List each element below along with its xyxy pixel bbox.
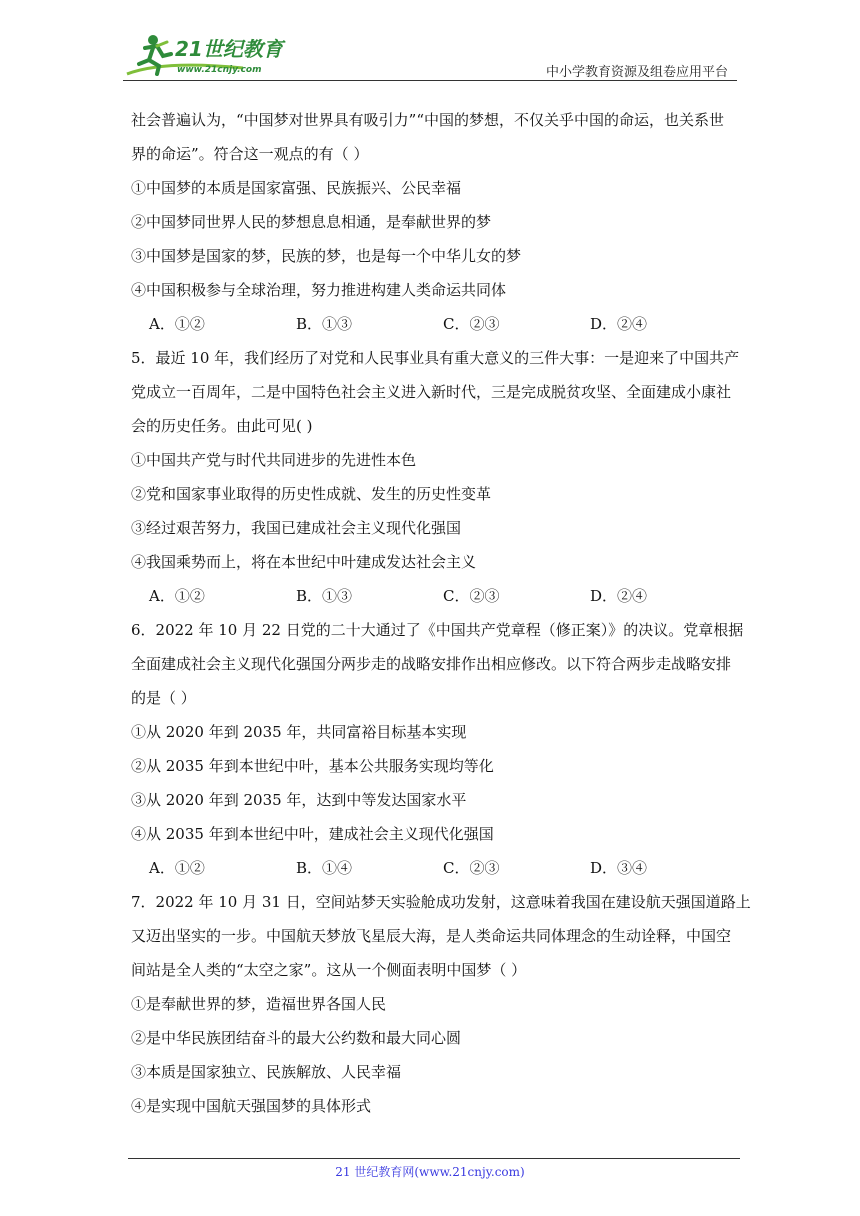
option-line: ②党和国家事业取得的历史性成就、发生的历史性变革 xyxy=(131,485,492,503)
choice-c: C．②③ xyxy=(443,587,500,605)
option-line: ③本质是国家独立、民族解放、人民幸福 xyxy=(131,1063,402,1081)
choice-c: C．②③ xyxy=(443,859,500,877)
option-line: ③经过艰苦努力，我国已建成社会主义现代化强国 xyxy=(131,519,462,537)
question-line: 全面建成社会主义现代化强国分两步走的战略安排作出相应修改。以下符合两步走战略安排 xyxy=(131,655,732,673)
question-content xyxy=(131,103,751,1123)
question-5 xyxy=(131,341,740,613)
question-6 xyxy=(131,613,744,885)
answer-choices xyxy=(131,579,737,613)
option-line: ④我国乘势而上，将在本世纪中叶建成发达社会主义 xyxy=(131,553,477,571)
choice-c: C．②③ xyxy=(443,315,500,333)
choice-d: D．②④ xyxy=(590,315,648,333)
question-line: 5．最近 10 年，我们经历了对党和人民事业具有重大意义的三件大事：一是迎来了中国共产 xyxy=(131,349,740,367)
option-line: ④中国积极参与全球治理，努力推进构建人类命运共同体 xyxy=(131,281,507,299)
answer-choices xyxy=(131,851,737,885)
question-line: 6．2022 年 10 月 22 日党的二十大通过了《中国共产党章程（修正案）》的决议。党章根据 xyxy=(131,621,744,639)
option-line: ④从 2035 年到本世纪中叶，建成社会主义现代化强国 xyxy=(131,825,494,843)
question-line: 又迈出坚实的一步。中国航天梦放飞星辰大海，是人类命运共同体理念的生动诠释，中国空 xyxy=(131,927,732,945)
option-line: ①从 2020 年到 2035 年，共同富裕目标基本实现 xyxy=(131,723,467,741)
option-line: ①中国共产党与时代共同进步的先进性本色 xyxy=(131,451,417,469)
question-line: 会的历史任务。由此可见( ) xyxy=(131,417,313,435)
option-line: ①中国梦的本质是国家富强、民族振兴、公民幸福 xyxy=(131,179,462,197)
page-header xyxy=(0,0,860,90)
choice-a: A．①② xyxy=(149,859,205,877)
choice-d: D．③④ xyxy=(590,859,648,877)
question-line: 社会普遍认为，“中国梦对世界具有吸引力”“中国的梦想，不仅关乎中国的命运，也关系世 xyxy=(131,111,725,129)
footer-divider xyxy=(128,1158,740,1159)
question-4 xyxy=(131,103,737,341)
choice-b: B．①③ xyxy=(296,587,353,605)
question-line: 党成立一百周年，二是中国特色社会主义进入新时代，三是完成脱贫攻坚、全面建成小康社 xyxy=(131,383,732,401)
option-line: ①是奉献世界的梦，造福世界各国人民 xyxy=(131,995,387,1013)
question-line: 间站是全人类的“太空之家”。这从一个侧面表明中国梦（ ） xyxy=(131,961,527,979)
choice-b: B．①③ xyxy=(296,315,353,333)
choice-d: D．②④ xyxy=(590,587,648,605)
page-footer: 21 世纪教育网(www.21cnjy.com) xyxy=(335,1165,525,1179)
site-logo xyxy=(123,30,293,80)
question-line: 的是（ ） xyxy=(131,689,196,707)
runner-logo-icon xyxy=(123,30,293,80)
answer-choices xyxy=(131,307,737,341)
option-line: ④是实现中国航天强国梦的具体形式 xyxy=(131,1097,372,1115)
question-line: 界的命运”。符合这一观点的有（ ） xyxy=(131,145,369,163)
option-line: ②中国梦同世界人民的梦想息息相通，是奉献世界的梦 xyxy=(131,213,492,231)
platform-name: 中小学教育资源及组卷应用平台 xyxy=(545,65,728,80)
question-line: 7．2022 年 10 月 31 日，空间站梦天实验舱成功发射，这意味着我国在建设航天强国道路上 xyxy=(131,893,751,911)
question-7 xyxy=(131,885,751,1123)
logo-text: 21世纪教育 xyxy=(175,37,283,61)
option-line: ②是中华民族团结奋斗的最大公约数和最大同心圆 xyxy=(131,1029,462,1047)
choice-a: A．①② xyxy=(149,315,205,333)
option-line: ②从 2035 年到本世纪中叶，基本公共服务实现均等化 xyxy=(131,757,494,775)
logo-url: www.21cnjy.com xyxy=(177,65,262,75)
option-line: ③从 2020 年到 2035 年，达到中等发达国家水平 xyxy=(131,791,467,809)
choice-a: A．①② xyxy=(149,587,205,605)
option-line: ③中国梦是国家的梦，民族的梦，也是每一个中华儿女的梦 xyxy=(131,247,522,265)
choice-b: B．①④ xyxy=(296,859,353,877)
header-divider xyxy=(123,80,737,81)
